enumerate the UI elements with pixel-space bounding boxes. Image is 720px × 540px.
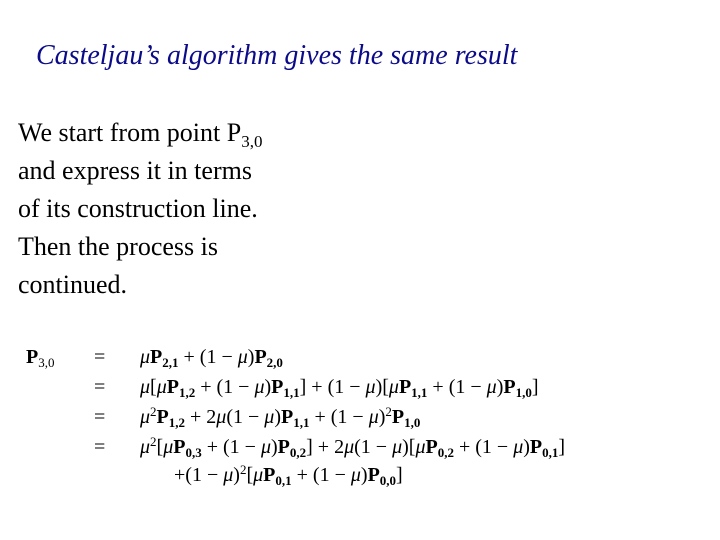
mu-symbol: μ [486,376,497,398]
body-line-1 [18,114,318,152]
math-text: + (1 − [309,406,369,428]
equation-rhs-5 [174,462,403,488]
mu-symbol: μ [513,436,524,458]
point-index: 2,1 [162,355,179,370]
math-text: ) [523,436,530,458]
exponent: 2 [150,434,157,449]
equation-block [26,344,706,494]
body-line-1-text: We start from point P [18,118,242,147]
math-text: (1 − [354,436,393,458]
point-index: 0,2 [289,445,307,460]
exponent: 2 [150,404,157,419]
mu-symbol: μ [237,346,248,368]
mu-symbol: μ [254,376,265,398]
exponent: 2 [239,462,247,477]
mu-symbol: μ [140,376,151,398]
point-symbol: P [166,376,179,398]
mu-symbol: μ [350,464,361,486]
math-text: ] + (1 − [299,376,366,398]
equation-lhs-symbol: P [26,346,39,368]
math-text: +(1 − [174,464,224,486]
mu-symbol: μ [368,406,379,428]
point-index: 0,1 [542,445,559,460]
point-symbol: P [173,436,186,458]
mu-symbol: μ [415,436,426,458]
body-line-3: of its construction line. [18,194,258,223]
exponent: 2 [385,404,392,419]
math-text: ) [264,376,272,398]
mu-symbol: μ [260,436,271,458]
point-index: 1,1 [293,415,310,430]
mu-symbol: μ [163,436,174,458]
point-index: 1,1 [283,385,300,400]
math-text: [ [156,436,164,458]
paren: ) [233,464,240,486]
mu-symbol: μ [216,406,227,428]
math-text: )[ [375,376,389,398]
math-text: + (1 − [195,376,255,398]
math-text: [ [150,376,157,398]
point-symbol: P [156,406,169,428]
math-text: ] [396,464,403,486]
equals-sign-2: = [94,376,106,398]
point-symbol: P [277,436,290,458]
point-index: 1,0 [515,385,532,400]
body-line-2: and express it in terms [18,156,252,185]
math-text: ) [496,376,504,398]
point-symbol: P [398,376,412,398]
equation-lhs [26,344,54,370]
math-text: )[ [402,436,416,458]
point-symbol: P [391,406,405,428]
math-text: + (1 − [453,436,514,458]
equals-sign-4: = [94,436,106,458]
point-index: 1,2 [168,415,186,430]
math-text: ) [271,436,278,458]
equals-sign-3: = [94,406,106,428]
point-symbol: P [425,436,438,458]
math-text: + (1 − [291,464,351,486]
math-text: + 2 [185,406,217,428]
equation-rhs-1 [140,344,283,370]
slide-title: Casteljau’s algorithm gives the same result [36,40,518,71]
math-text: + (1 − [427,376,487,398]
mu-symbol: μ [140,406,151,428]
equation-lhs-subscript: 3,0 [38,355,55,370]
point-index: 1,0 [404,415,421,430]
point-index: 0,2 [437,445,454,460]
mu-symbol: μ [140,436,151,458]
point-symbol: P [503,376,516,398]
body-line-1-subscript: 3,0 [241,132,263,151]
mu-symbol: μ [388,376,399,398]
math-text: (1 − [226,406,265,428]
mu-symbol: μ [365,376,376,398]
point-index: 2,0 [266,355,283,370]
mu-symbol: μ [223,464,234,486]
paren: ) [378,406,386,428]
body-line-4: Then the process is [18,232,219,261]
math-text: ) [247,346,255,368]
point-symbol: P [254,346,267,368]
point-index: 0,3 [185,445,202,460]
body-line-5: continued. [18,270,128,299]
point-symbol: P [529,436,543,458]
math-text: ] + 2 [306,436,345,458]
math-text: ) [274,406,282,428]
equation-rhs-2 [140,374,539,400]
point-index: 1,2 [178,385,196,400]
mu-symbol: μ [253,464,264,486]
mu-symbol: μ [392,436,403,458]
math-text: + (1 − [178,346,238,368]
mu-symbol: μ [264,406,275,428]
mu-symbol: μ [140,346,151,368]
point-index: 0,1 [275,473,292,488]
math-text: [ [246,464,254,486]
point-symbol: P [281,406,294,428]
math-text: + (1 − [201,436,261,458]
equation-rhs-3 [140,404,420,430]
point-symbol: P [263,464,276,486]
mu-symbol: μ [156,376,167,398]
math-text: ] [558,436,566,458]
equals-sign-1: = [94,346,106,368]
math-text: ) [360,464,368,486]
point-symbol: P [271,376,284,398]
point-index: 0,0 [379,473,397,488]
mu-symbol: μ [344,436,355,458]
point-symbol: P [367,464,380,486]
point-index: 1,1 [411,385,428,400]
math-text: ] [531,376,539,398]
slide-body-text [18,114,318,304]
point-symbol: P [150,346,163,368]
equation-rhs-4 [140,434,565,460]
